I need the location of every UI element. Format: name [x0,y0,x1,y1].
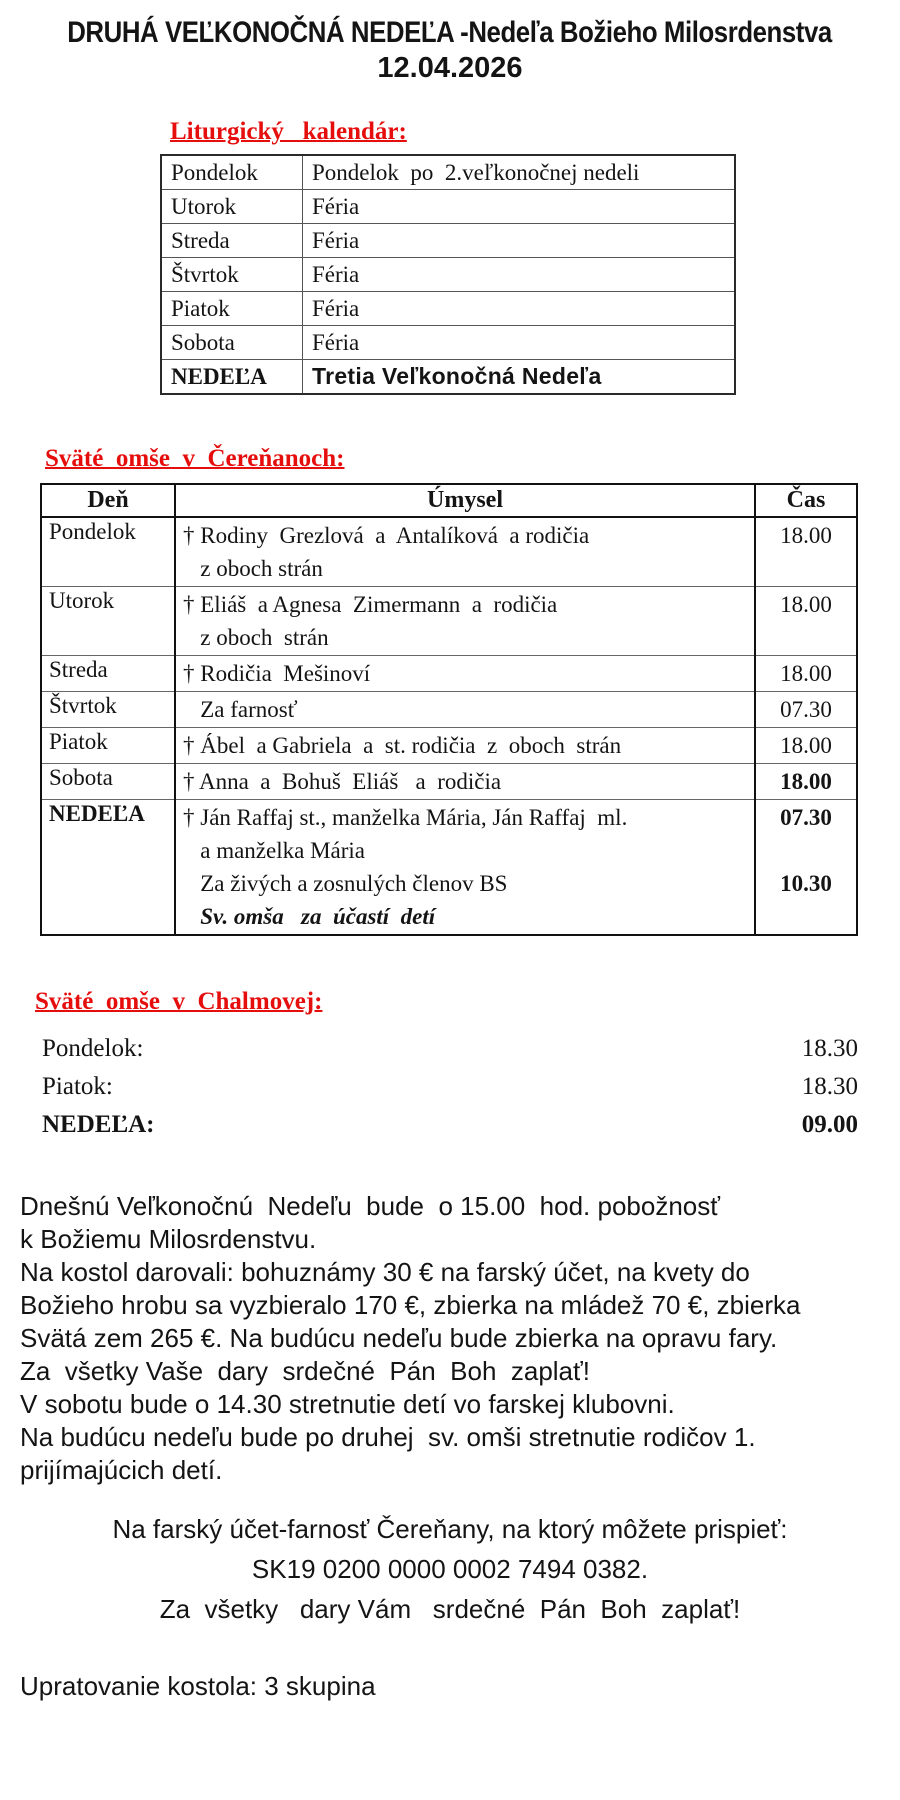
mass-time [755,800,857,936]
liturgical-row [161,292,735,326]
intention-line: a manželka Mária [183,838,365,863]
intention-line: † Anna a Bohuš Eliáš a rodičia [183,769,502,794]
account-block [0,1509,900,1629]
mass-time [755,692,857,728]
mass-row [41,517,857,587]
time-line: 18.00 [780,523,832,548]
mass-row [41,692,857,728]
cerenany-mass-table [40,483,858,936]
liturgical-row [161,190,735,224]
mass-day: Piatok [41,728,175,764]
mass-time [755,764,857,800]
liturgical-calendar-heading: Liturgický kalendár: [170,118,407,145]
mass-day: Utorok [41,587,175,656]
intention-line: z oboch strán [183,625,329,650]
intention-line: Za živých a zosnulých členov BS [183,871,508,896]
mass-row [41,656,857,692]
time-line: 18.00 [780,661,832,686]
intention-line: Za farnosť [183,697,298,722]
liturgical-table-body [161,155,735,394]
time-line: 07.30 [780,697,832,722]
liturgical-feast: Féria [303,326,736,360]
account-line: Na farský účet-farnosť Čereňany, na ktorý môžete prispieť: [112,1514,788,1544]
chalmova-masses-heading: Sväté omše v Chalmovej: [35,988,323,1015]
cerenany-header-row [41,484,857,517]
liturgical-day: Piatok [161,292,303,326]
page-title-line1 [0,16,900,50]
intention-line: † Rodičia Mešinoví [183,661,371,686]
announcement-line: Na kostol darovali: bohuznámy 30 € na farský účet, na kvety do [20,1257,750,1287]
page-title-date: 12.04.2026 [377,52,523,84]
mass-time [755,517,857,587]
mass-row [41,764,857,800]
announcements [20,1190,900,1487]
time-line [763,834,849,867]
announcement-line: k Božiemu Milosrdenstvu. [20,1224,317,1254]
column-header-time: Čas [755,484,857,517]
announcement-line: V sobotu bude o 14.30 stretnutie detí vo farskej klubovni. [20,1389,675,1419]
announcement-line: Svätá zem 265 €. Na budúcu nedeľu bude zbierka na opravu fary. [20,1323,778,1353]
time-line: 18.00 [780,592,832,617]
liturgical-row [161,360,735,395]
chalmova-day-label: Pondelok: [42,1035,144,1062]
liturgical-table [160,154,736,395]
cerenany-table-head [41,484,857,517]
account-line: SK19 0200 0000 0002 7494 0382. [251,1554,649,1584]
mass-row [41,800,857,936]
liturgical-feast: Féria [303,258,736,292]
liturgical-day: Sobota [161,326,303,360]
liturgical-day: Pondelok [161,155,303,190]
account-line: Za všetky dary Vám srdečné Pán Boh zaplať! [159,1594,741,1624]
time-line: 18.00 [780,769,832,794]
liturgical-row [161,224,735,258]
column-header-intention: Úmysel [175,484,755,517]
mass-day: Štvrtok [41,692,175,728]
chalmova-time: 18.30 [801,1073,858,1100]
time-line: 10.30 [780,871,832,896]
chalmova-day-label: NEDEĽA: [42,1111,155,1138]
liturgical-day: Streda [161,224,303,258]
liturgical-feast: Pondelok po 2.veľkonočnej nedeli [303,155,736,190]
mass-row [41,587,857,656]
intention-line: † Ján Raffaj st., manželka Mária, Ján Raffaj ml. [183,805,628,830]
mass-intention [175,692,755,728]
mass-intention [175,587,755,656]
liturgical-day: NEDEĽA [161,360,303,395]
chalmova-list [42,1030,858,1144]
announcement-line: Za všetky Vaše dary srdečné Pán Boh zaplať! [20,1356,590,1386]
cerenany-table-body [41,517,857,935]
mass-intention [175,728,755,764]
mass-day: Streda [41,656,175,692]
announcement-line: Dnešnú Veľkonočnú Nedeľu bude o 15.00 hod. pobožnosť [20,1191,720,1221]
cerenany-masses-heading: Sväté omše v Čereňanoch: [45,445,345,472]
announcement-line: prijímajúcich detí. [20,1455,223,1485]
liturgical-row [161,326,735,360]
chalmova-time: 09.00 [801,1111,858,1138]
liturgical-feast: Tretia Veľkonočná Nedeľa [303,360,736,395]
intention-line: † Eliáš a Agnesa Zimermann a rodičia [183,592,558,617]
mass-day: Pondelok [41,517,175,587]
intention-line: Sv. omša za účastí detí [183,904,436,929]
column-header-day: Deň [41,484,175,517]
church-cleaning-note: Upratovanie kostola: 3 skupina [20,1671,376,1701]
mass-time [755,587,857,656]
chalmova-row [42,1030,858,1068]
intention-line: † Ábel a Gabriela a st. rodičia z oboch strán [183,733,622,758]
page-title-text: DRUHÁ VEĽKONOČNÁ NEDEĽA -Nedeľa Božieho Milosrdenstva [67,16,833,49]
chalmova-row [42,1068,858,1106]
announcement-line: Na budúcu nedeľu bude po druhej sv. omši stretnutie rodičov 1. [20,1422,756,1452]
intention-line: † Rodiny Grezlová a Antalíková a rodičia [183,523,590,548]
mass-intention [175,800,755,936]
mass-intention [175,764,755,800]
mass-intention [175,517,755,587]
mass-day: Sobota [41,764,175,800]
chalmova-time: 18.30 [801,1035,858,1062]
liturgical-feast: Féria [303,224,736,258]
time-line: 07.30 [780,805,832,830]
mass-row [41,728,857,764]
liturgical-row [161,155,735,190]
page-title [0,0,900,86]
liturgical-day: Utorok [161,190,303,224]
liturgical-feast: Féria [303,190,736,224]
liturgical-feast: Féria [303,292,736,326]
chalmova-day-label: Piatok: [42,1073,113,1100]
liturgical-row [161,258,735,292]
announcement-line: Božieho hrobu sa vyzbieralo 170 €, zbierka na mládež 70 €, zbierka [20,1290,801,1320]
intention-line: z oboch strán [183,556,323,581]
mass-day: NEDEĽA [41,800,175,936]
mass-time [755,656,857,692]
mass-time [755,728,857,764]
mass-intention [175,656,755,692]
liturgical-day: Štvrtok [161,258,303,292]
time-line: 18.00 [780,733,832,758]
chalmova-row [42,1106,858,1144]
